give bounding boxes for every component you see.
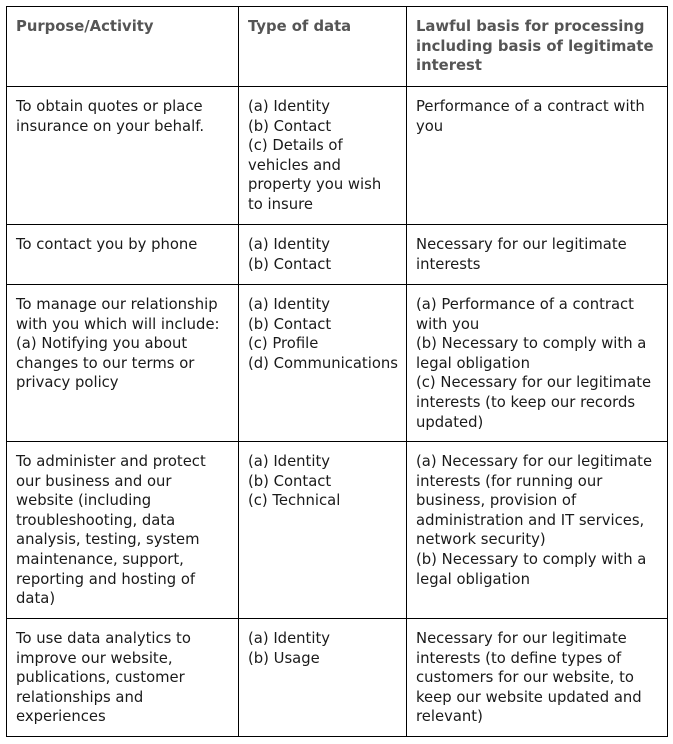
cell-lawful-basis: Necessary for our legitimate interests bbox=[407, 225, 668, 285]
cell-lawful-basis: (a) Performance of a contract with you (b) Necessary to comply with a legal obligation (c) Necessary for our legitimate interests (to keep our records updated) bbox=[407, 285, 668, 442]
lawful-basis-table bbox=[6, 6, 668, 737]
cell-data-type: (a) Identity (b) Usage bbox=[239, 619, 407, 737]
header-type-of-data: Type of data bbox=[239, 7, 407, 87]
table-row bbox=[7, 442, 668, 619]
table-row bbox=[7, 619, 668, 737]
cell-purpose: To manage our relationship with you which will include: (a) Notifying you about changes to our terms or privacy policy bbox=[7, 285, 239, 442]
cell-purpose: To obtain quotes or place insurance on your behalf. bbox=[7, 87, 239, 225]
header-lawful-basis: Lawful basis for processing including basis of legitimate interest bbox=[407, 7, 668, 87]
cell-data-type: (a) Identity (b) Contact bbox=[239, 225, 407, 285]
cell-lawful-basis: Necessary for our legitimate interests (to define types of customers for our website, to keep our website updated and relevant) bbox=[407, 619, 668, 737]
cell-data-type: (a) Identity (b) Contact (c) Details of vehicles and property you wish to insure bbox=[239, 87, 407, 225]
table-header-row bbox=[7, 7, 668, 87]
header-purpose-activity: Purpose/Activity bbox=[7, 7, 239, 87]
cell-lawful-basis: (a) Necessary for our legitimate interests (for running our business, provision of administration and IT services, network security) (b) Necessary to comply with a legal obligation bbox=[407, 442, 668, 619]
cell-data-type: (a) Identity (b) Contact (c) Technical bbox=[239, 442, 407, 619]
cell-purpose: To contact you by phone bbox=[7, 225, 239, 285]
cell-purpose: To administer and protect our business and our website (including troubleshooting, data analysis, testing, system maintenance, support, reporting and hosting of data) bbox=[7, 442, 239, 619]
table-row bbox=[7, 285, 668, 442]
cell-data-type: (a) Identity (b) Contact (c) Profile (d) Communications bbox=[239, 285, 407, 442]
table-row bbox=[7, 225, 668, 285]
cell-lawful-basis: Performance of a contract with you bbox=[407, 87, 668, 225]
cell-purpose: To use data analytics to improve our website, publications, customer relationships and experiences bbox=[7, 619, 239, 737]
table-row bbox=[7, 87, 668, 225]
